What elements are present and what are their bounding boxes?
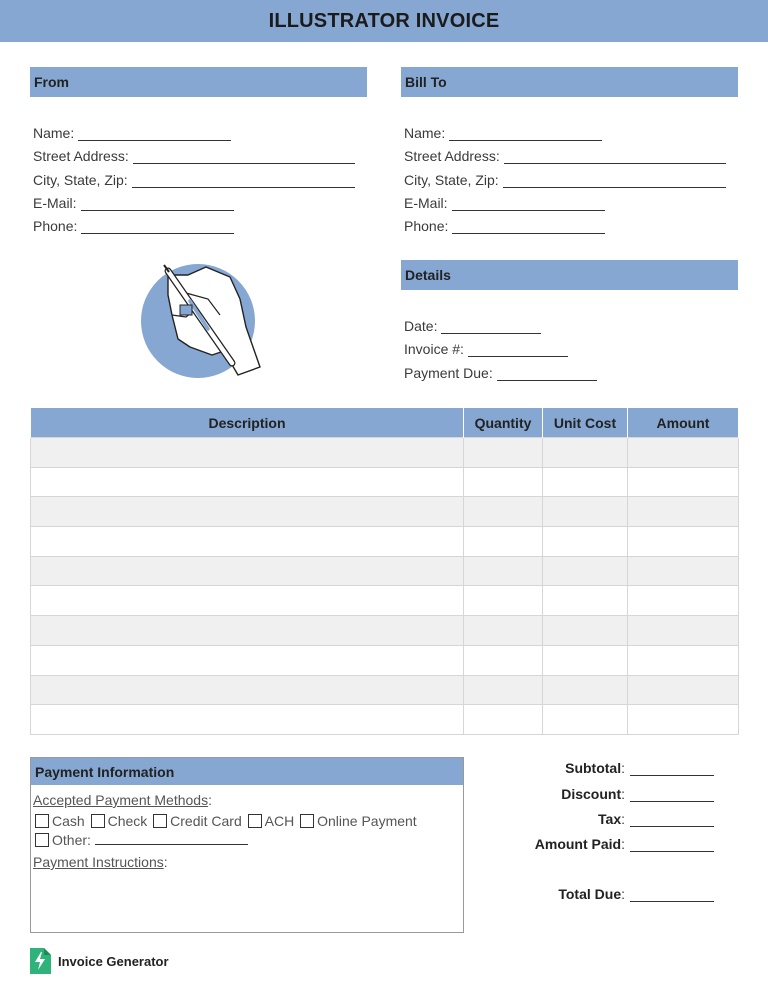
credit-card-label: Credit Card	[170, 813, 242, 829]
description-header: Description	[31, 408, 464, 438]
description-cell[interactable]	[31, 497, 464, 527]
bill-to-heading-label: Bill To	[405, 74, 447, 90]
from-name-field[interactable]	[33, 118, 355, 141]
unit-cost-header: Unit Cost	[543, 408, 628, 438]
field-line[interactable]	[497, 366, 597, 381]
field-line[interactable]	[441, 319, 541, 334]
payment-heading	[31, 758, 463, 785]
field-line[interactable]	[81, 219, 234, 234]
other-checkbox[interactable]	[35, 833, 49, 847]
items-table	[30, 407, 739, 735]
tax-label: Tax	[598, 811, 622, 827]
ach-label: ACH	[264, 813, 295, 829]
ach-checkbox[interactable]	[248, 814, 262, 828]
colon: :	[163, 854, 168, 870]
invoice-number-field[interactable]	[404, 334, 597, 357]
field-line[interactable]	[81, 196, 234, 211]
field-line[interactable]	[468, 342, 568, 357]
quantity-cell[interactable]	[464, 616, 543, 646]
discount-line[interactable]	[630, 787, 714, 802]
cash-label: Cash	[52, 813, 85, 829]
amount-paid-label: Amount Paid	[534, 836, 622, 852]
field-line[interactable]	[133, 149, 355, 164]
lightning-icon	[30, 948, 51, 974]
payment-instructions-label: Payment Instructions	[33, 854, 164, 870]
field-line[interactable]	[452, 196, 605, 211]
title-bar	[0, 0, 768, 42]
unit-cost-cell[interactable]	[543, 556, 628, 586]
details-heading-label: Details	[405, 267, 451, 283]
field-line[interactable]	[452, 219, 605, 234]
table-row	[31, 467, 739, 497]
quantity-cell[interactable]	[464, 586, 543, 616]
field-label: Payment Due:	[404, 364, 493, 381]
table-body	[31, 438, 739, 735]
field-label: City, State, Zip:	[33, 171, 128, 188]
table-header-row	[31, 408, 739, 438]
payment-body	[31, 785, 463, 870]
field-label: Date:	[404, 318, 438, 335]
other-line[interactable]	[95, 832, 248, 845]
check-label: Check	[107, 813, 148, 829]
quantity-cell[interactable]	[464, 438, 543, 468]
from-heading-label: From	[34, 74, 69, 90]
from-fields	[33, 118, 355, 234]
total-due-label: Total Due	[558, 886, 622, 902]
discount-row[interactable]: Discount :	[561, 786, 714, 802]
unit-cost-cell[interactable]	[543, 645, 628, 675]
unit-cost-cell[interactable]	[543, 467, 628, 497]
from-city-field[interactable]	[33, 164, 355, 187]
description-cell[interactable]	[31, 645, 464, 675]
check-checkbox[interactable]	[91, 814, 105, 828]
brand-name: Invoice Generator	[58, 953, 169, 969]
amount-cell[interactable]	[628, 705, 739, 735]
table-row	[31, 556, 739, 586]
bill-to-email-field[interactable]	[404, 188, 726, 211]
other-label: Other:	[52, 832, 91, 848]
online-payment-checkbox[interactable]	[300, 814, 314, 828]
date-field[interactable]	[404, 311, 597, 334]
field-label: Invoice #:	[404, 341, 464, 358]
cash-checkbox[interactable]	[35, 814, 49, 828]
colon: :	[208, 792, 212, 808]
field-label: Phone:	[33, 217, 78, 234]
field-line[interactable]	[504, 149, 726, 164]
illustrator-hand-icon	[128, 255, 273, 391]
details-fields	[404, 311, 597, 381]
amount-cell[interactable]	[628, 616, 739, 646]
description-cell[interactable]	[31, 467, 464, 497]
quantity-cell[interactable]	[464, 705, 543, 735]
details-heading	[401, 260, 738, 290]
subtotal-label: Subtotal	[565, 760, 622, 776]
from-email-field[interactable]	[33, 188, 355, 211]
payment-heading-label: Payment Information	[35, 763, 175, 780]
table-row	[31, 586, 739, 616]
quantity-cell[interactable]	[464, 675, 543, 705]
description-cell[interactable]	[31, 556, 464, 586]
description-cell[interactable]	[31, 438, 464, 468]
online-payment-label: Online Payment	[317, 813, 417, 829]
table-row	[31, 705, 739, 735]
table-row	[31, 616, 739, 646]
quantity-cell[interactable]	[464, 645, 543, 675]
description-cell[interactable]	[31, 616, 464, 646]
amount-cell[interactable]	[628, 467, 739, 497]
accepted-methods-label: Accepted Payment Methods	[33, 792, 209, 808]
table-row	[31, 527, 739, 557]
payment-information-box	[30, 757, 464, 933]
total-due-line[interactable]	[630, 887, 714, 902]
credit-card-checkbox[interactable]	[153, 814, 167, 828]
unit-cost-cell[interactable]	[543, 616, 628, 646]
amount-cell[interactable]	[628, 586, 739, 616]
quantity-cell[interactable]	[464, 527, 543, 557]
description-cell[interactable]	[31, 527, 464, 557]
field-line[interactable]	[503, 173, 726, 188]
quantity-header: Quantity	[464, 408, 543, 438]
description-cell[interactable]	[31, 675, 464, 705]
brand	[30, 948, 169, 974]
quantity-cell[interactable]	[464, 556, 543, 586]
amount-header: Amount	[628, 408, 739, 438]
unit-cost-cell[interactable]	[543, 438, 628, 468]
bill-to-heading	[401, 67, 738, 97]
unit-cost-cell[interactable]	[543, 586, 628, 616]
amount-cell[interactable]	[628, 497, 739, 527]
quantity-cell[interactable]	[464, 467, 543, 497]
unit-cost-cell[interactable]	[543, 497, 628, 527]
amount-paid-line[interactable]	[630, 837, 714, 852]
other-method	[33, 832, 463, 854]
field-label: Phone:	[404, 217, 449, 234]
field-label: Name:	[404, 125, 446, 142]
amount-cell[interactable]	[628, 556, 739, 586]
bill-to-name-field[interactable]	[404, 118, 726, 141]
unit-cost-cell[interactable]	[543, 705, 628, 735]
amount-cell[interactable]	[628, 645, 739, 675]
field-label: E-Mail:	[33, 194, 77, 211]
tax-row[interactable]: Tax :	[598, 811, 714, 827]
table-row	[31, 497, 739, 527]
field-line[interactable]	[78, 126, 231, 141]
bill-to-street-field[interactable]	[404, 141, 726, 164]
amount-cell[interactable]	[628, 527, 739, 557]
quantity-cell[interactable]	[464, 497, 543, 527]
unit-cost-cell[interactable]	[543, 527, 628, 557]
amount-cell[interactable]	[628, 675, 739, 705]
field-label: Street Address:	[33, 148, 129, 165]
field-label: E-Mail:	[404, 194, 448, 211]
payment-due-field[interactable]	[404, 357, 597, 380]
description-cell[interactable]	[31, 705, 464, 735]
unit-cost-cell[interactable]	[543, 675, 628, 705]
field-line[interactable]	[132, 173, 355, 188]
field-line[interactable]	[449, 126, 602, 141]
bill-to-city-field[interactable]	[404, 164, 726, 187]
table-row	[31, 675, 739, 705]
discount-label: Discount	[561, 786, 622, 802]
amount-paid-row[interactable]: Amount Paid :	[535, 836, 714, 852]
table-row	[31, 438, 739, 468]
page-title: ILLUSTRATOR INVOICE	[268, 9, 500, 32]
from-phone-field[interactable]	[33, 211, 355, 234]
description-cell[interactable]	[31, 586, 464, 616]
field-label: Street Address:	[404, 148, 500, 165]
amount-cell[interactable]	[628, 438, 739, 468]
field-label: Name:	[33, 125, 75, 142]
subtotal-line[interactable]	[630, 761, 714, 776]
payment-methods	[33, 813, 463, 832]
tax-line[interactable]	[630, 812, 714, 827]
bill-to-fields	[404, 118, 726, 234]
subtotal-row[interactable]: Subtotal :	[565, 760, 714, 776]
from-street-field[interactable]	[33, 141, 355, 164]
total-due-row[interactable]: Total Due :	[558, 886, 714, 902]
bill-to-phone-field[interactable]	[404, 211, 726, 234]
field-label: City, State, Zip:	[404, 171, 499, 188]
from-heading	[30, 67, 367, 97]
table-row	[31, 645, 739, 675]
